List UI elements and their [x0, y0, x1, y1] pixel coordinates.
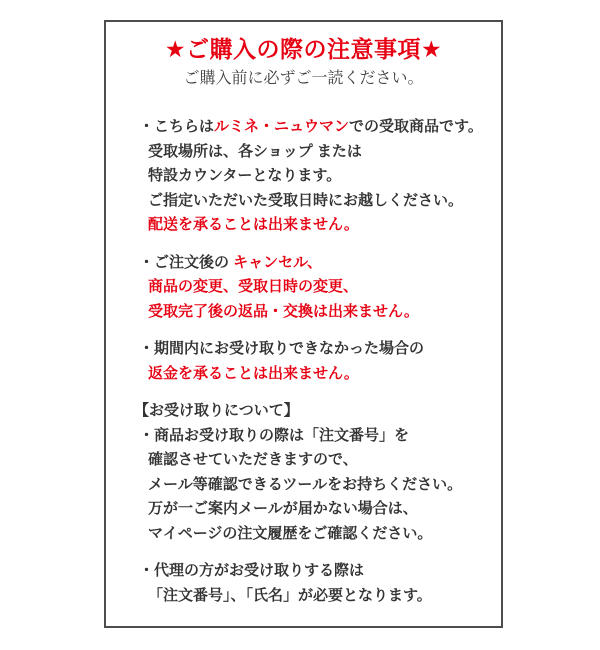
text-segment: メール等確認できるツールをお持ちください。 [148, 475, 463, 493]
text-segment: ・こちらは [139, 118, 215, 135]
text-segment: ・期間内にお受け取りできなかった場合の [139, 340, 425, 357]
text-segment-warning: 返金を承ることは出来ません。 [148, 364, 359, 382]
notice-body [106, 115, 501, 608]
text-segment-highlight: ルミネ・ニュウマン [214, 118, 350, 135]
notice-line [134, 584, 493, 609]
text-segment: 万が一ご案内メールが届かない場合は、 [148, 500, 418, 517]
notice-title: ★ご購入の際の注意事項★ [164, 36, 443, 62]
notice-line [134, 448, 493, 473]
notice-group-cancel-policy [134, 251, 493, 325]
notice-line [134, 362, 493, 387]
notice-line [134, 213, 493, 238]
notice-subtitle: ご購入前に必ずご一読ください。 [183, 70, 424, 87]
text-segment: ・商品お受け取りの際は「注文番号」を [139, 426, 410, 444]
text-segment-warning: キャンセル、 [233, 253, 322, 271]
notice-group-pickup-instructions [134, 399, 493, 546]
text-segment: ・ご注文後の [139, 253, 234, 271]
notice-line [134, 251, 493, 276]
notice-line [134, 300, 493, 325]
notice-line [134, 140, 493, 165]
text-segment-warning: 商品の変更、受取日時の変更、 [148, 278, 359, 295]
text-segment: 確認させていただきますので、 [148, 451, 358, 468]
text-segment: 「注文番号」、「氏名」が必要となります。 [148, 586, 432, 604]
notice-line [134, 189, 493, 214]
notice-line [134, 559, 493, 584]
text-segment: 特設カウンターとなります。 [148, 167, 342, 184]
text-segment: ・代理の方がお受け取りする際は [139, 562, 365, 579]
notice-line [134, 275, 493, 300]
notice-group-pickup-location [134, 115, 493, 238]
text-segment: マイページの注文履歴をご確認ください。 [148, 524, 433, 542]
section-header: 【お受け取りについて】 [134, 402, 299, 419]
notice-line [134, 473, 493, 498]
notice-group-refund-policy [134, 337, 493, 386]
notice-line [134, 497, 493, 522]
text-segment-warning: 配送を承ることは出来ません。 [148, 216, 359, 233]
notice-frame [104, 20, 503, 628]
notice-line [134, 115, 493, 140]
text-segment-warning: 受取完了後の返品・交換は出来ません。 [148, 302, 419, 320]
text-segment: 受取場所は、各ショップ または [148, 142, 362, 160]
notice-group-proxy-pickup [134, 559, 493, 608]
text-segment: ご指定いただいた受取日時にお越しください。 [148, 191, 464, 209]
notice-line [134, 164, 493, 189]
notice-line [134, 522, 493, 547]
notice-line [134, 424, 493, 449]
notice-line [134, 337, 493, 362]
text-segment: での受取商品です。 [349, 118, 483, 135]
